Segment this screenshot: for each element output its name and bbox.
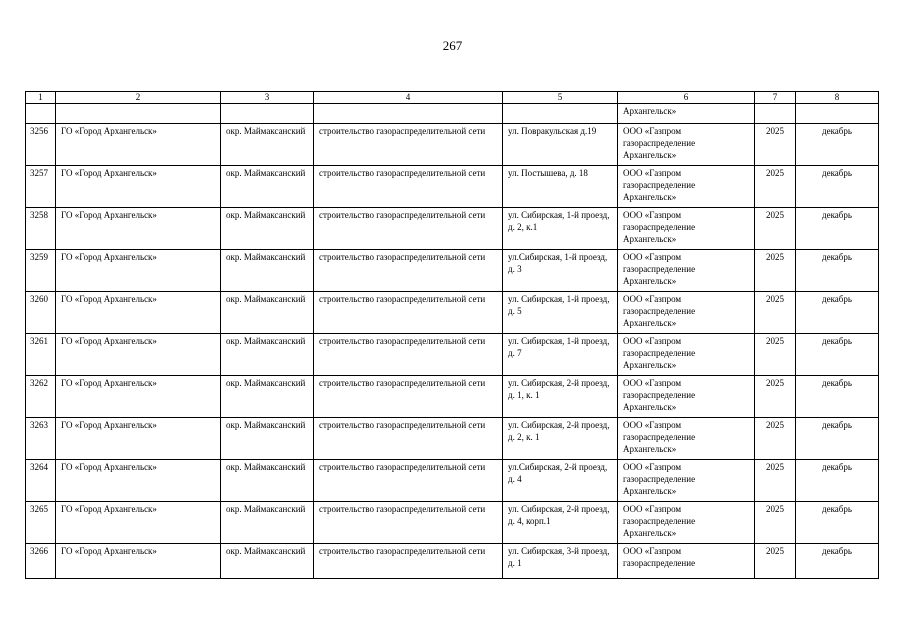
address-cell: ул. Повракульская д.19 bbox=[503, 124, 618, 166]
year-cell: 2025 bbox=[755, 166, 796, 208]
work-type-cell: строительство газораспределительной сети bbox=[314, 208, 503, 250]
district-cell: окр. Маймаксанский bbox=[221, 208, 314, 250]
work-type-cell: строительство газораспределительной сети bbox=[314, 376, 503, 418]
table-row bbox=[26, 124, 879, 166]
schedule-table bbox=[25, 91, 879, 579]
district-cell: окр. Маймаксанский bbox=[221, 502, 314, 544]
address-cell: ул.Сибирская, 2-й проезд, д. 4 bbox=[503, 460, 618, 502]
month-cell: декабрь bbox=[796, 166, 879, 208]
table-row bbox=[26, 166, 879, 208]
row-number-cell: 3264 bbox=[26, 460, 56, 502]
table-row bbox=[26, 544, 879, 579]
page-number: 267 bbox=[442, 38, 463, 53]
address-cell: ул. Сибирская, 2-й проезд, д. 1, к. 1 bbox=[503, 376, 618, 418]
address-cell: ул. Сибирская, 1-й проезд, д. 5 bbox=[503, 292, 618, 334]
district-cell: окр. Маймаксанский bbox=[221, 544, 314, 579]
work-type-cell: строительство газораспределительной сети bbox=[314, 502, 503, 544]
year-cell: 2025 bbox=[755, 334, 796, 376]
table-row bbox=[26, 250, 879, 292]
organization-cell: ООО «Газпром газораспределение Архангельск» bbox=[618, 292, 755, 334]
row-number-cell: 3258 bbox=[26, 208, 56, 250]
month-cell: декабрь bbox=[796, 334, 879, 376]
row-number-cell: 3260 bbox=[26, 292, 56, 334]
organization-cell: ООО «Газпром газораспределение Архангельск» bbox=[618, 502, 755, 544]
work-type-cell: строительство газораспределительной сети bbox=[314, 418, 503, 460]
month-cell: декабрь bbox=[796, 376, 879, 418]
month-cell: декабрь bbox=[796, 208, 879, 250]
month-cell: декабрь bbox=[796, 292, 879, 334]
year-cell: 2025 bbox=[755, 502, 796, 544]
row-number-cell: 3262 bbox=[26, 376, 56, 418]
year-cell: 2025 bbox=[755, 460, 796, 502]
address-cell: ул. Сибирская, 2-й проезд, д. 2, к. 1 bbox=[503, 418, 618, 460]
address-cell: ул. Сибирская, 2-й проезд, д. 4, корп.1 bbox=[503, 502, 618, 544]
column-header: 2 bbox=[56, 92, 221, 104]
table-row bbox=[26, 292, 879, 334]
district-cell: окр. Маймаксанский bbox=[221, 292, 314, 334]
address-cell: ул. Сибирская, 3-й проезд, д. 1 bbox=[503, 544, 618, 579]
year-cell: 2025 bbox=[755, 544, 796, 579]
continuation-row bbox=[26, 104, 879, 124]
table-row bbox=[26, 334, 879, 376]
month-cell: декабрь bbox=[796, 460, 879, 502]
row-number-cell: 3259 bbox=[26, 250, 56, 292]
municipality-cell: ГО «Город Архангельск» bbox=[56, 544, 221, 579]
municipality-cell: ГО «Город Архангельск» bbox=[56, 292, 221, 334]
district-cell: окр. Маймаксанский bbox=[221, 334, 314, 376]
column-header: 1 bbox=[26, 92, 56, 104]
year-cell: 2025 bbox=[755, 250, 796, 292]
work-type-cell: строительство газораспределительной сети bbox=[314, 460, 503, 502]
month-cell: декабрь bbox=[796, 250, 879, 292]
organization-cell: ООО «Газпром газораспределение Архангельск» bbox=[618, 334, 755, 376]
district-cell: окр. Маймаксанский bbox=[221, 460, 314, 502]
row-number-cell: 3266 bbox=[26, 544, 56, 579]
municipality-cell: ГО «Город Архангельск» bbox=[56, 250, 221, 292]
municipality-cell: ГО «Город Архангельск» bbox=[56, 334, 221, 376]
work-type-cell: строительство газораспределительной сети bbox=[314, 166, 503, 208]
month-cell: декабрь bbox=[796, 502, 879, 544]
month-cell: декабрь bbox=[796, 418, 879, 460]
year-cell: 2025 bbox=[755, 208, 796, 250]
year-cell: 2025 bbox=[755, 292, 796, 334]
table-row bbox=[26, 460, 879, 502]
municipality-cell: ГО «Город Архангельск» bbox=[56, 376, 221, 418]
work-type-cell: строительство газораспределительной сети bbox=[314, 292, 503, 334]
district-cell: окр. Маймаксанский bbox=[221, 418, 314, 460]
table-row bbox=[26, 502, 879, 544]
work-type-cell: строительство газораспределительной сети bbox=[314, 124, 503, 166]
organization-cell: ООО «Газпром газораспределение Архангельск» bbox=[618, 166, 755, 208]
year-cell: 2025 bbox=[755, 124, 796, 166]
organization-cell: ООО «Газпром газораспределение Архангельск» bbox=[618, 250, 755, 292]
address-cell: ул. Сибирская, 1-й проезд, д. 2, к.1 bbox=[503, 208, 618, 250]
table-row bbox=[26, 418, 879, 460]
column-header: 3 bbox=[221, 92, 314, 104]
address-cell: ул.Сибирская, 1-й проезд, д. 3 bbox=[503, 250, 618, 292]
row-number-cell: 3265 bbox=[26, 502, 56, 544]
address-cell: ул. Постышева, д. 18 bbox=[503, 166, 618, 208]
address-cell: ул. Сибирская, 1-й проезд, д. 7 bbox=[503, 334, 618, 376]
column-header: 4 bbox=[314, 92, 503, 104]
table-header-row bbox=[26, 92, 879, 104]
column-header: 5 bbox=[503, 92, 618, 104]
column-header: 6 bbox=[618, 92, 755, 104]
district-cell: окр. Маймаксанский bbox=[221, 250, 314, 292]
organization-cell: ООО «Газпром газораспределение Архангельск» bbox=[618, 124, 755, 166]
row-number-cell: 3263 bbox=[26, 418, 56, 460]
month-cell: декабрь bbox=[796, 124, 879, 166]
row-number-cell: 3257 bbox=[26, 166, 56, 208]
municipality-cell: ГО «Город Архангельск» bbox=[56, 418, 221, 460]
organization-cell: ООО «Газпром газораспределение Архангельск» bbox=[618, 418, 755, 460]
district-cell: окр. Маймаксанский bbox=[221, 124, 314, 166]
organization-cell: ООО «Газпром газораспределение Архангельск» bbox=[618, 376, 755, 418]
municipality-cell: ГО «Город Архангельск» bbox=[56, 124, 221, 166]
row-number-cell: 3256 bbox=[26, 124, 56, 166]
month-cell: декабрь bbox=[796, 544, 879, 579]
work-type-cell: строительство газораспределительной сети bbox=[314, 334, 503, 376]
organization-cell: ООО «Газпром газораспределение Архангельск» bbox=[618, 208, 755, 250]
district-cell: окр. Маймаксанский bbox=[221, 376, 314, 418]
row-number-cell: 3261 bbox=[26, 334, 56, 376]
municipality-cell: ГО «Город Архангельск» bbox=[56, 460, 221, 502]
organization-cell: ООО «Газпром газораспределение Архангельск» bbox=[618, 460, 755, 502]
column-header: 7 bbox=[755, 92, 796, 104]
district-cell: окр. Маймаксанский bbox=[221, 166, 314, 208]
column-header: 8 bbox=[796, 92, 879, 104]
table-row bbox=[26, 376, 879, 418]
continuation-org-cell: Архангельск» bbox=[618, 104, 755, 124]
work-type-cell: строительство газораспределительной сети bbox=[314, 250, 503, 292]
municipality-cell: ГО «Город Архангельск» bbox=[56, 166, 221, 208]
work-type-cell: строительство газораспределительной сети bbox=[314, 544, 503, 579]
year-cell: 2025 bbox=[755, 418, 796, 460]
table-row bbox=[26, 208, 879, 250]
municipality-cell: ГО «Город Архангельск» bbox=[56, 502, 221, 544]
municipality-cell: ГО «Город Архангельск» bbox=[56, 208, 221, 250]
organization-cell: ООО «Газпром газораспределение bbox=[618, 544, 755, 579]
year-cell: 2025 bbox=[755, 376, 796, 418]
